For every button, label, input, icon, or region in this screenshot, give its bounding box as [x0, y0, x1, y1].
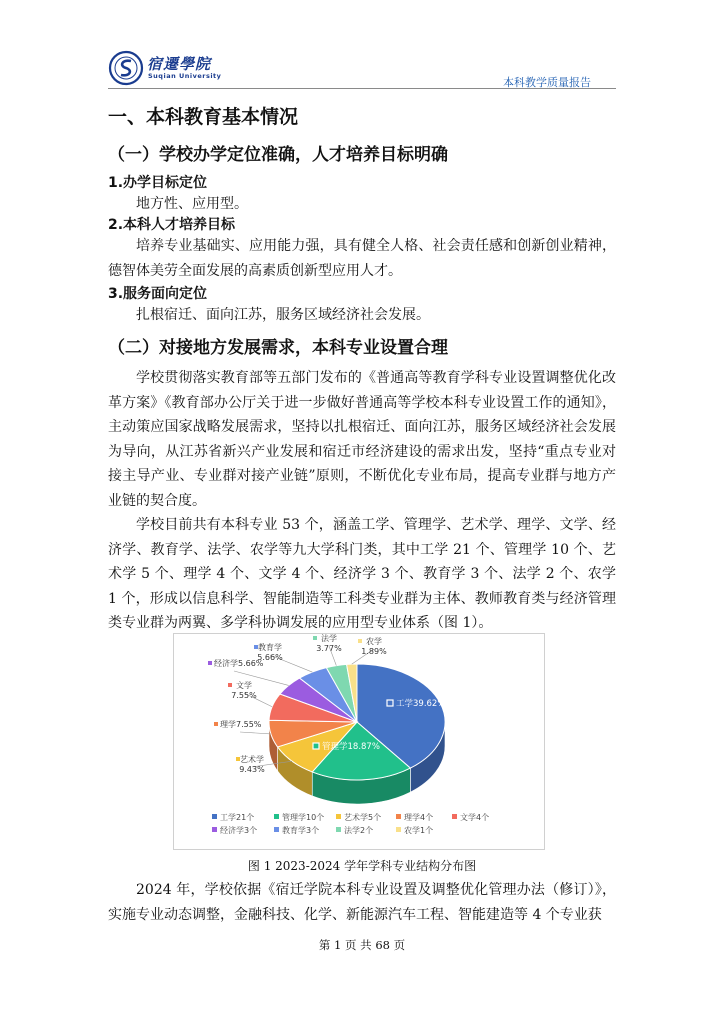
pie-tops	[269, 664, 445, 780]
slice-label-理学: 理学7.55%	[220, 720, 262, 729]
page-number: 第 1 页 共 68 页	[318, 938, 406, 952]
figure-caption: 图 1 2023-2024 学年学科专业结构分布图	[247, 859, 477, 873]
document-title: 本科教学质量报告	[503, 76, 591, 89]
slice-label-教育学: 5.66%	[257, 653, 283, 662]
label-marker	[387, 700, 393, 706]
legend-item-农学: 农学1个	[404, 826, 434, 835]
legend-swatch	[396, 827, 401, 832]
label-marker	[214, 722, 218, 726]
item-text-2: 培养专业基础实、应用能力强，具有健全人格、社会责任感和创新创业精神，德智体美劳全面发展的高素质创新型应用人才。	[108, 238, 616, 279]
legend-item-管理学: 管理学10个	[282, 813, 325, 822]
subsection-heading-2: （二）对接地方发展需求，本科专业设置合理	[108, 338, 448, 358]
slice-label-法学: 法学	[321, 634, 337, 643]
slice-label-农学: 1.89%	[361, 647, 387, 656]
item-text-3: 扎根宿迁、面向江苏，服务区域经济社会发展。	[136, 307, 430, 323]
legend-swatch	[274, 814, 279, 819]
legend-item-经济学: 经济学3个	[220, 826, 258, 835]
paragraph-2: 学校目前共有本科专业 53 个，涵盖工学、管理学、艺术学、理学、文学、经济学、教育学、法学、农学等九大学科门类，其中工学 21 个、管理学 10 个、艺术学 5 个、理学 4 个、文学 4 个、经济学 3 个、教育学 3 个、法学 2 个、农学 1 个，形成以信息科学、智能制造等工科类专业群为主体、教师教育类与经济管理类专业群为两翼、多学科协调发展的应用型专业体系（图 1）。	[108, 517, 616, 631]
legend-swatch	[336, 814, 341, 819]
legend-item-文学: 文学4个	[460, 813, 490, 822]
logo-chinese-name: 宿遷學院	[147, 55, 212, 73]
slice-label-文学: 7.55%	[231, 691, 257, 700]
pie-chart-frame	[173, 633, 545, 850]
legend-item-教育学: 教育学3个	[282, 826, 320, 835]
item-heading-3: 3.服务面向定位	[108, 286, 208, 302]
label-marker	[208, 661, 212, 665]
legend-swatch	[396, 814, 401, 819]
header-divider	[108, 88, 616, 89]
legend-item-理学: 理学4个	[404, 813, 434, 822]
slice-label-文学: 文学	[236, 681, 252, 690]
label-marker	[313, 636, 317, 640]
subsection-heading-1: （一）学校办学定位准确，人才培养目标明确	[108, 145, 448, 165]
paragraph-3: 2024 年，学校依据《宿迁学院本科专业设置及调整优化管理办法（修订）》，实施专业动态调整，金融科技、化学、新能源汽车工程、智能建造等 4 个专业获	[108, 882, 616, 923]
label-marker	[313, 743, 319, 749]
legend-swatch	[336, 827, 341, 832]
legend-item-工学: 工学21个	[220, 813, 255, 822]
slice-label-工学: 工学39.62%	[396, 699, 446, 709]
legend-swatch	[212, 827, 217, 832]
legend-item-法学: 法学2个	[344, 826, 374, 835]
legend-item-艺术学: 艺术学5个	[344, 813, 382, 822]
slice-label-法学: 3.77%	[316, 644, 342, 653]
legend-swatch	[452, 814, 457, 819]
slice-label-艺术学: 9.43%	[239, 765, 265, 774]
paragraph-1: 学校贯彻落实教育部等五部门发布的《普通高等教育学科专业设置调整优化改革方案》《教育部办公厅关于进一步做好普通高等学校本科专业设置工作的通知》，主动策应国家战略发展需求，坚持以扎根宿迁、面向江苏，服务区域经济社会发展为导向，从江苏省新兴产业发展和宿迁市经济建设的需求出发，坚持“重点专业对接主导产业、专业群对接产业链”原则，不断优化专业布局，提高专业群与地方产业链的契合度。	[108, 370, 616, 509]
slice-label-艺术学: 艺术学	[240, 755, 264, 764]
chart-legend	[212, 812, 489, 835]
section-heading: 一、本科教育基本情况	[108, 106, 299, 128]
item-heading-2: 2.本科人才培养目标	[108, 217, 236, 233]
legend-swatch	[212, 814, 217, 819]
slice-label-经济学: 经济学5.66%	[214, 659, 264, 668]
label-marker	[358, 639, 362, 643]
pie-chart	[174, 634, 544, 849]
legend-swatch	[274, 827, 279, 832]
label-marker	[228, 683, 232, 687]
slice-label-管理学: 管理学18.87%	[322, 742, 380, 752]
item-heading-1: 1.办学目标定位	[108, 175, 208, 191]
logo-english-name: Suqian University	[148, 72, 222, 80]
item-text-1: 地方性、应用型。	[136, 196, 248, 212]
slice-label-农学: 农学	[366, 637, 382, 646]
slice-label-教育学: 教育学	[258, 643, 282, 652]
leader-line	[240, 732, 271, 734]
